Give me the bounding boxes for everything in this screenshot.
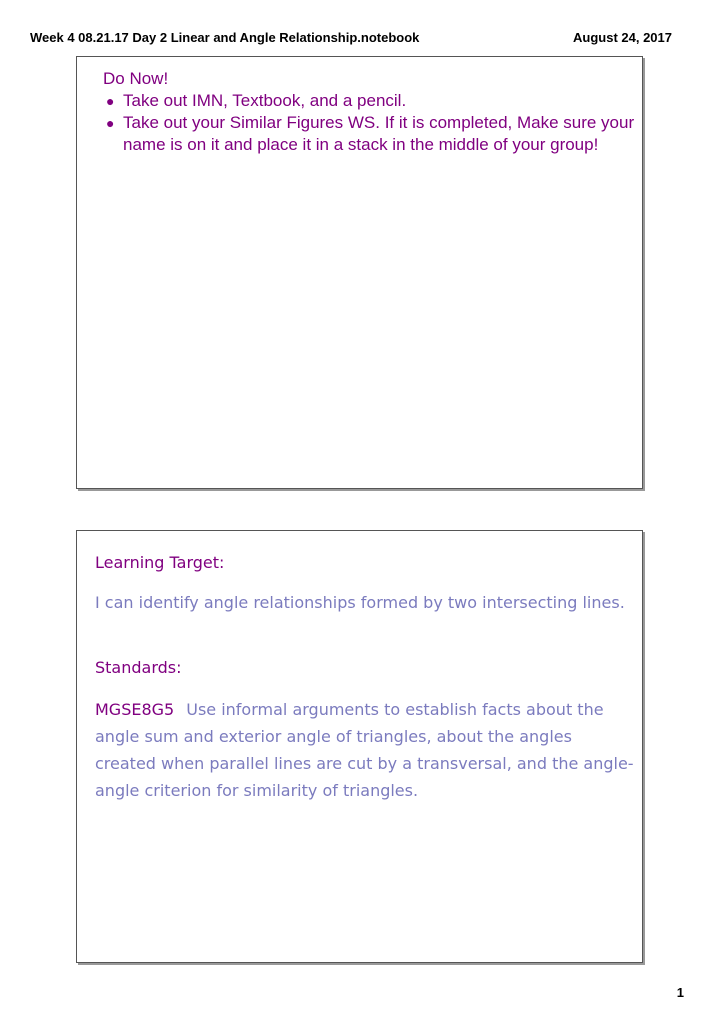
notebook-date: August 24, 2017 bbox=[573, 30, 672, 45]
bullet-text: Take out IMN, Textbook, and a pencil. bbox=[123, 91, 407, 110]
list-item bbox=[103, 90, 643, 112]
bullet-icon: ● bbox=[106, 93, 115, 109]
learning-target-text: I can identify angle relationships formed by two intersecting lines. bbox=[95, 593, 625, 612]
do-now-title: Do Now! bbox=[103, 69, 169, 88]
list-item bbox=[103, 112, 643, 156]
slide-learning-target bbox=[76, 530, 643, 963]
slide-do-now bbox=[76, 56, 643, 489]
standards-label: Standards: bbox=[95, 658, 182, 677]
standard-block bbox=[95, 696, 635, 804]
standard-code: MGSE8G5 bbox=[95, 700, 175, 719]
learning-target-label: Learning Target: bbox=[95, 553, 225, 572]
bullet-icon: ● bbox=[106, 115, 115, 131]
bullet-text: Take out your Similar Figures WS. If it is completed, Make sure your name is on it and place it in a stack in the middle of your group! bbox=[123, 113, 635, 154]
do-now-list bbox=[103, 90, 643, 156]
notebook-title: Week 4 08.21.17 Day 2 Linear and Angle Relationship.notebook bbox=[30, 30, 420, 45]
standard-text: Use informal arguments to establish facts about the angle sum and exterior angle of triangles, about the angles created when parallel lines are cut by a transversal, and the angle-angle criterion for similarity of triangles. bbox=[95, 700, 634, 800]
page-number: 1 bbox=[676, 985, 684, 1000]
